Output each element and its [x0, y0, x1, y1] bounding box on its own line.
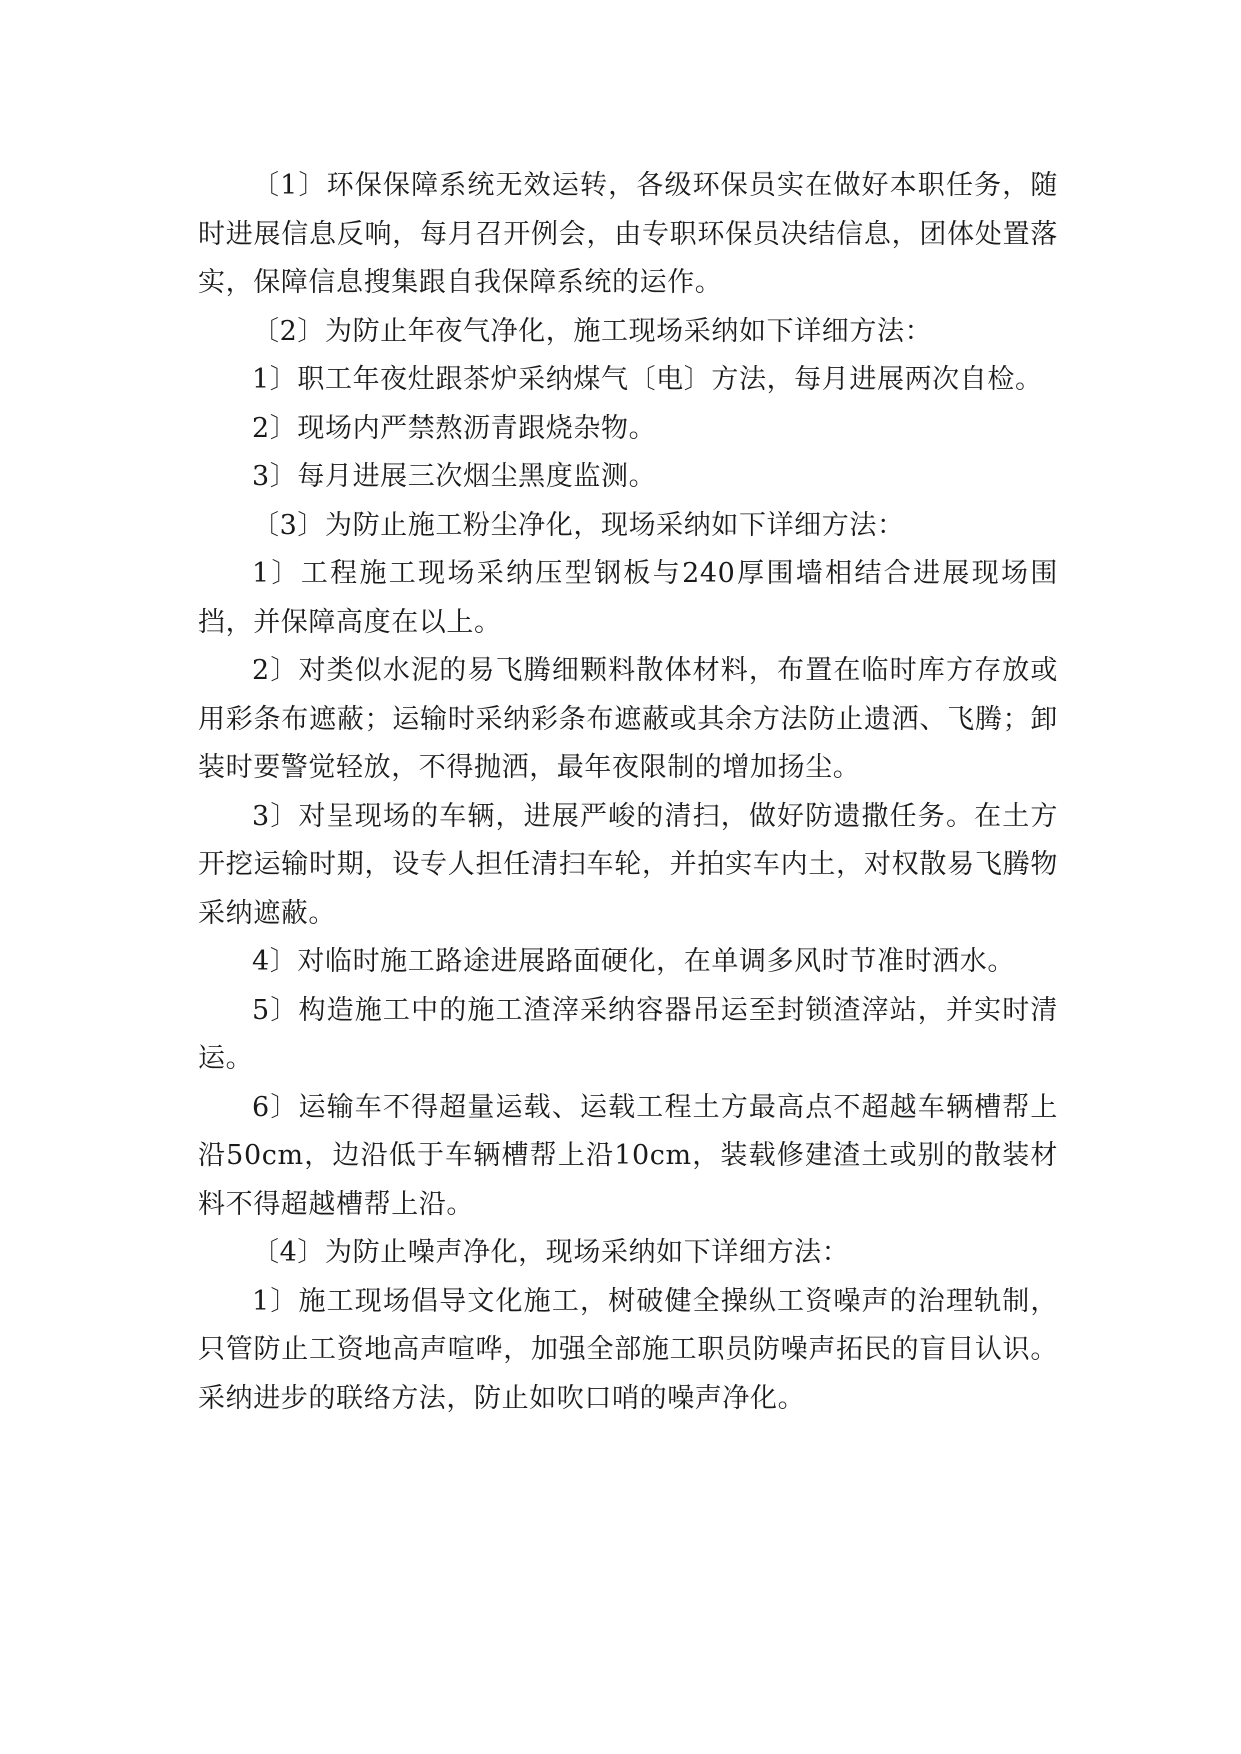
paragraph-3-3: 3〕对呈现场的车辆，进展严峻的清扫，做好防遗撒任务。在土方开挖运输时期，设专人担任清扫车轮，并拍实车内土，对权散易飞腾物采纳遮蔽。 — [198, 800, 1058, 929]
paragraph-3-1: 1〕工程施工现场采纳压型钢板与240厚围墙相结合进展现场围挡，并保障高度在以上。 — [198, 558, 1058, 638]
paragraph-3-5: 5〕构造施工中的施工渣滓采纳容器吊运至封锁渣滓站，并实时清运。 — [198, 994, 1058, 1074]
paragraph-2-2: 2〕现场内严禁熬沥青跟烧杂物。 — [252, 412, 657, 444]
section-heading-3: 〔3〕为防止施工粉尘净化，现场采纳如下详细方法： — [252, 509, 905, 541]
paragraph-2-3: 3〕每月进展三次烟尘黑度监测。 — [252, 461, 657, 492]
paragraph-3-6: 6〕运输车不得超量运载、运载工程土方最高点不超越车辆槽帮上沿50cm，边沿低于车辆槽帮上沿10cm，装载修建渣土或别的散装材料不得超越槽帮上沿。 — [198, 1091, 1058, 1220]
paragraph-3-2: 2〕对类似水泥的易飞腾细颗料散体材料，布置在临时库方存放或用彩条布遮蔽；运输时采纳彩条布遮蔽或其余方法防止遗洒、飞腾；卸装时要警觉轻放，不得抛洒，最年夜限制的增加扬尘。 — [198, 655, 1058, 783]
paragraph-1: 〔1〕环保保障系统无效运转，各级环保员实在做好本职任务，随时进展信息反响，每月召开例会，由专职环保员决结信息，团体处置落实，保障信息搜集跟自我保障系统的运作。 — [198, 170, 1058, 298]
section-heading-4: 〔4〕为防止噪声净化，现场采纳如下详细方法： — [252, 1237, 850, 1268]
paragraph-3-4: 4〕对临时施工路途进展路面硬化，在单调多风时节准时洒水。 — [252, 946, 1015, 977]
section-heading-2: 〔2〕为防止年夜气净化，施工现场采纳如下详细方法： — [252, 315, 933, 347]
paragraph-2-1: 1〕职工年夜灶跟茶炉采纳煤气〔电〕方法，每月进展两次自检。 — [252, 364, 1043, 395]
paragraph-4-1: 1〕施工现场倡导文化施工，树破健全操纵工资噪声的治理轨制，只管防止工资地高声喧哗，加强全部施工职员防噪声拓民的盲目认识。采纳进步的联络方法，防止如吹口哨的噪声净化。 — [198, 1285, 1058, 1414]
document-body — [198, 162, 1058, 1423]
